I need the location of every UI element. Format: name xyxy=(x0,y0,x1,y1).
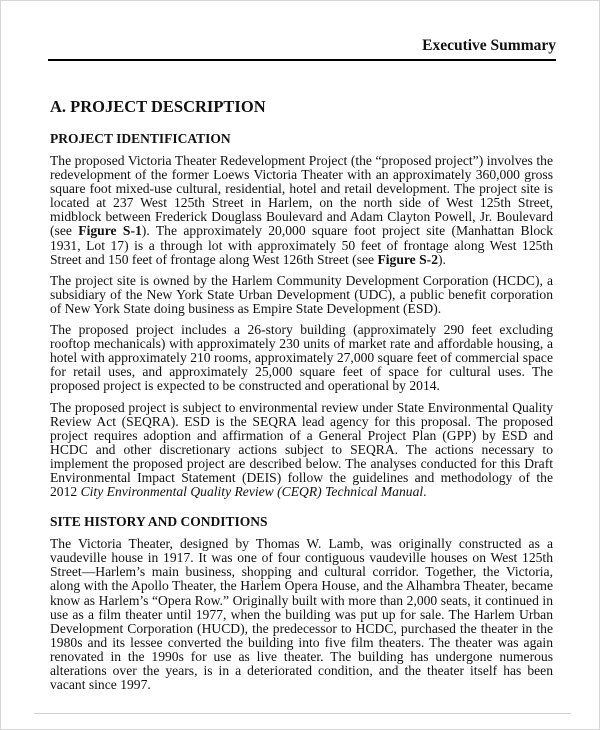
manual-title: City Environmental Quality Review (CEQR) Technical Manual xyxy=(80,484,424,500)
section-title: A. PROJECT DESCRIPTION xyxy=(50,97,266,116)
paragraph-site-history: The Victoria Theater, designed by Thomas W. Lamb, was originally constructed as a vaudeville house in 1917. It was one of four contiguous vaudeville houses on West 125th Street—Harlem’s main business, shopping and cultural corridor. Together, the Victoria, along with the Apollo Theater, the Harlem Opera House, and the Alhambra Theater, became know as Harlem’s “Opera Row.” Originally built with more than 2,000 seats, it continued in use as a film theater until 1977, when the building was put up for sale. The Harlem Urban Development Corporation (HUCD), the predecessor to HCDC, purchased the theater in the 1980s and its lessee converted the building into five film theaters. The theater was again renovated in the 1990s for use as live theater. The building has undergone numerous alterations over the years, is in a deteriorated condition, and the theater itself has been vacant since 1997. xyxy=(50,536,553,693)
header-title: Executive Summary xyxy=(422,37,556,54)
figure-reference-s2: Figure S-2 xyxy=(377,251,438,267)
subsection-heading-site-history: SITE HISTORY AND CONDITIONS xyxy=(50,514,268,530)
paragraph-project-overview xyxy=(50,154,553,267)
paragraph-text: The proposed project is subject to environmental review under State Environmental Quality Review Act (SEQRA). ESD is the SEQRA lead agency for this proposal. The proposed project requires adoption and affirmation of a General Project Plan (GPP) by ESD and HCDC and other discretionary actions subject to SEQRA. The actions necessary to implement the proposed project are described below. The analyses conducted for this Draft Environmental Impact Statement (DEIS) follow the guidelines and methodology of the 2012 xyxy=(50,399,553,500)
paragraph-text: . xyxy=(423,484,427,500)
paragraph-environmental-review xyxy=(50,401,553,500)
page-content xyxy=(50,97,553,699)
subsection-heading-project-identification: PROJECT IDENTIFICATION xyxy=(50,131,231,146)
paragraph-ownership: The project site is owned by the Harlem Community Development Corporation (HCDC), a subsidiary of the New York State Urban Development (UDC), a public benefit corporation of New York State doing business as Empire State Development (ESD). xyxy=(50,272,553,316)
paragraph-text: ). The approximately 20,000 square foot project site (Manhattan Block 1931, Lot 17) is a through lot with approximately 50 feet of frontage along West 125th Street and 150 feet of frontage along West 126th Street (see xyxy=(50,223,554,267)
paragraph-project-components: The proposed project includes a 26-story building (approximately 290 feet excluding rooftop mechanicals) with approximately 230 units of market rate and affordable housing, a hotel with approximately 210 rooms, approximately 27,000 square feet of commercial space for retail uses, and approximately 25,000 square feet of space for cultural uses. The proposed project is expected to be constructed and operational by 2014. xyxy=(50,322,553,394)
figure-reference-s1: Figure S-1 xyxy=(78,223,142,239)
paragraph-text: ). xyxy=(438,251,446,267)
page-header xyxy=(48,37,556,61)
paragraph-text: The proposed Victoria Theater Redevelopment Project (the “proposed project”) involves the redevelopment of the former Loews Victoria Theater with an approximately 360,000 gross square foot mixed-use cultural, residential, hotel and retail development. The project site is located at 237 West 125th Street in Harlem, on the north side of West 125th Street, midblock between Frederick Douglass Boulevard and Adam Clayton Powell, Jr. Boulevard (see xyxy=(50,153,553,239)
page-bottom-divider xyxy=(34,713,571,714)
